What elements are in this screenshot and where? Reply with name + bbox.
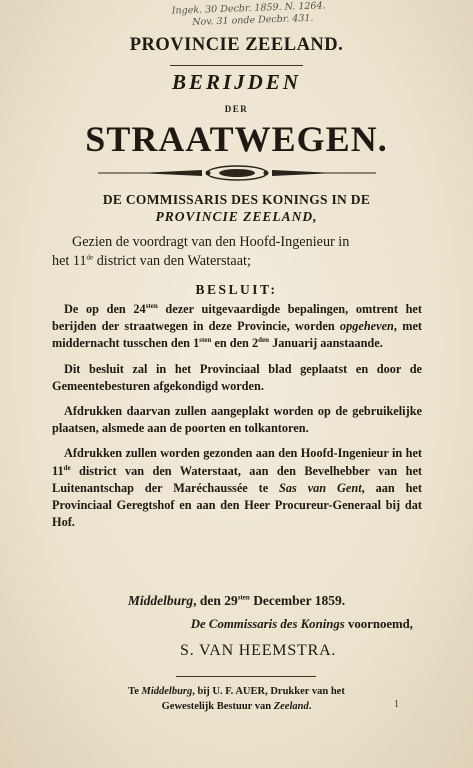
title-berijden: BERIJDEN — [171, 70, 302, 94]
handwritten-annotation — [172, 0, 327, 29]
printer-text-b: , bij U. F. AUER, Drukker van het — [192, 686, 345, 697]
decree-body — [52, 301, 422, 539]
p1-text-b: dezer uitgevaardigde bepalingen, omtrent het berijden der straatwegen in deze Provincie, worden — [52, 302, 422, 334]
p4-text-a: Afdrukken zullen worden gezonden aan den Hoofd-Ingenieur in het 11 — [52, 446, 422, 478]
issuer-line-2-wrap — [40, 208, 433, 225]
p1-sup-1: sten — [145, 301, 158, 310]
ornament-divider — [98, 164, 376, 182]
preamble — [52, 233, 422, 271]
printer-region: Zeeland — [273, 701, 309, 712]
paragraph-4 — [52, 445, 422, 531]
printer-line-2 — [0, 699, 473, 714]
p1-text-e: Januarij aanstaande. — [269, 336, 383, 351]
paragraph-3: Afdrukken daarvan zullen aangeplakt worden op de gebruikelijke plaatsen, alsmede aan de poorten en tolkantoren. — [52, 404, 422, 436]
p1-text-d: en den 2 — [211, 336, 259, 351]
p1-sup-3: den — [258, 336, 270, 345]
p4-text-c: , aan het Provinciaal Geregtshof en aan den Heer Procureur-Generaal bij dat Hof. — [52, 480, 422, 530]
preamble-text: het 11 — [52, 253, 87, 269]
printer-line-1 — [0, 684, 473, 699]
handwritten-line-2: Nov. 31 onde Decbr. 431. — [192, 12, 314, 28]
preamble-text-end: district van den Waterstaat; — [93, 253, 251, 269]
issuer-block — [40, 191, 433, 225]
preamble-sup: de — [86, 253, 94, 262]
paragraph-1 — [52, 301, 422, 353]
province-heading: PROVINCIE ZEELAND. — [129, 35, 344, 55]
signoff-title: De Commissaris des Konings — [190, 617, 345, 631]
date-text-b: December 1859. — [249, 593, 346, 608]
heading-rule — [170, 65, 303, 66]
printer-text-a: Te — [128, 686, 142, 697]
p1-italic: opgeheven — [339, 319, 394, 334]
printer-text-c: Gewestelijk Bestuur van — [161, 701, 274, 712]
p1-text-a: De op den 24 — [64, 302, 146, 316]
margin-mark: 1 — [394, 699, 399, 710]
printer-place: Middelburg — [141, 686, 193, 697]
date-text-a: , den 29 — [193, 593, 238, 608]
p1-sup-2: sten — [199, 336, 212, 345]
title-straatwegen: STRAATWEGEN. — [85, 119, 388, 159]
besluit-heading: BESLUIT: — [195, 282, 278, 297]
p4-sup: de — [63, 463, 71, 472]
p4-text-b: district van den Waterstaat, aan den Bevelhebber van het Luitenantschap der Maréchaussée te — [52, 463, 422, 495]
paragraph-2: Dit besluit zal in het Provinciaal blad geplaatst en door de Gemeentebesturen afgekondigd worden. — [52, 361, 422, 393]
date-sup: sten — [237, 593, 250, 602]
signoff — [191, 617, 413, 632]
preamble-line-2 — [52, 252, 422, 271]
p1-text-c: , met middernacht tusschen den 1 — [52, 319, 422, 351]
p4-italic: Sas van Gent — [279, 480, 362, 495]
handwritten-line-1: Ingek. 30 Decbr. 1859. N. 1264. — [171, 0, 326, 17]
printer-imprint — [0, 684, 473, 714]
date-line — [0, 593, 473, 609]
printer-text-d: . — [308, 701, 312, 712]
title-der: DER — [224, 104, 249, 114]
printer-rule — [176, 676, 316, 677]
preamble-line-1: Gezien de voordragt van den Hoofd-Ingenieur in — [72, 234, 350, 250]
issuer-line-2: PROVINCIE ZEELAND, — [155, 209, 318, 224]
signoff-rest: voornoemd, — [344, 617, 413, 631]
date-place: Middelburg — [127, 593, 194, 608]
issuer-line-1: DE COMMISSARIS DES KONINGS IN DE — [102, 192, 371, 207]
signer-name: S. VAN HEEMSTRA. — [180, 642, 337, 659]
